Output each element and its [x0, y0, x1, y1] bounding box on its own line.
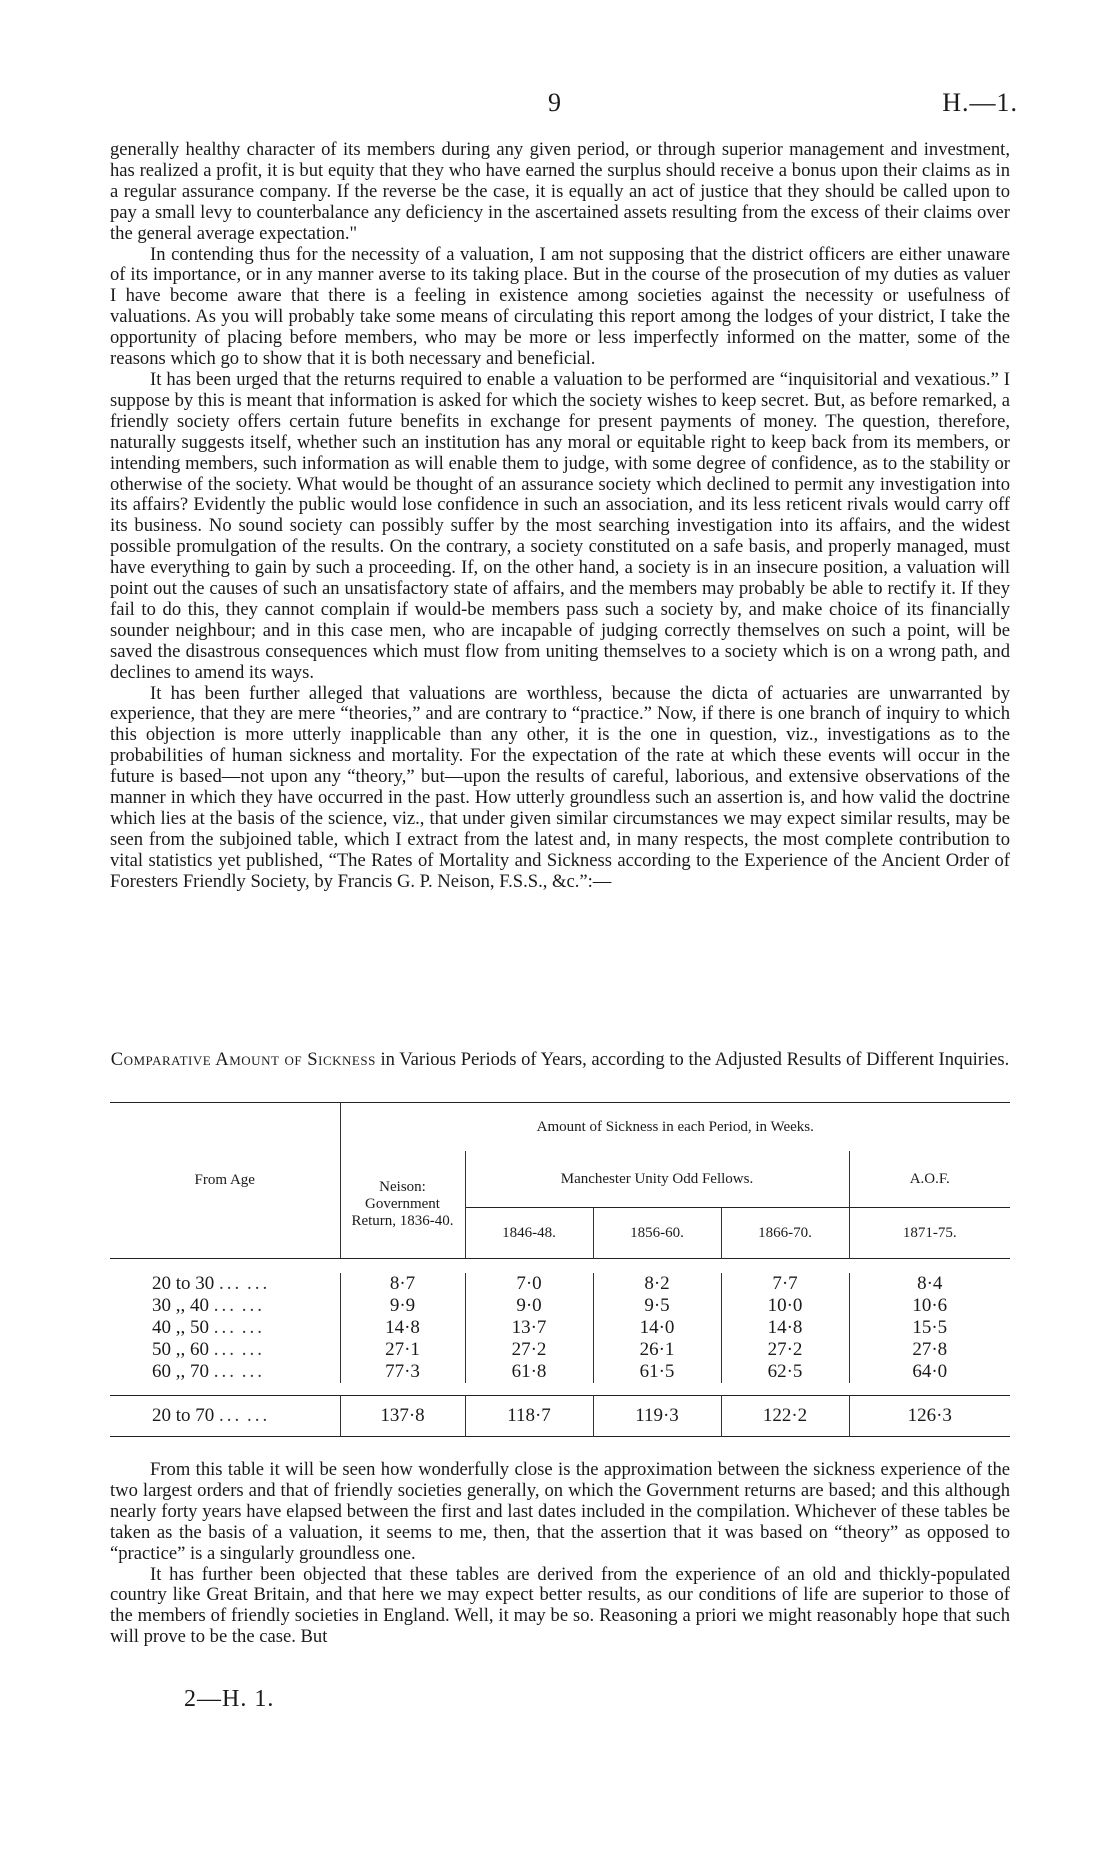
paragraph-continuation: generally healthy character of its members during any given period, or through superior management and investment, has realized a profit, it is but equity that they who have earned the surplus should receive a bonus upon their claims as in a regular assurance company. If the reverse be the case, it is equally an act of justice that they should be called upon to pay a small levy to counterbalance any deficiency in the ascertained assets resulting from the excess of their claims over the general average expectation." — [110, 139, 1010, 244]
amount-of-sickness-header: Amount of Sickness in each Period, in Weeks. — [340, 1103, 1010, 1152]
age-range-cell: 60 ,, 70 ... ... — [152, 1361, 265, 1382]
value-cell: 27·1 — [340, 1339, 465, 1361]
value-cell: 8·2 — [593, 1273, 721, 1295]
table-row — [110, 1339, 1010, 1361]
value-cell: 14·8 — [721, 1317, 849, 1339]
page-number: 9 — [548, 88, 561, 117]
table-caption-smallcaps: Comparative Amount of Sickness — [110, 1049, 376, 1070]
value-cell: 9·9 — [340, 1295, 465, 1317]
total-value-cell: 122·2 — [721, 1396, 849, 1437]
value-cell: 27·2 — [721, 1339, 849, 1361]
total-value-cell: 119·3 — [593, 1396, 721, 1437]
body-text-bottom — [110, 1460, 1010, 1648]
period-header-1856: 1856-60. — [593, 1208, 721, 1259]
value-cell: 64·0 — [849, 1361, 1010, 1383]
value-cell: 62·5 — [721, 1361, 849, 1383]
value-cell: 7·0 — [465, 1273, 593, 1295]
value-cell: 61·5 — [593, 1361, 721, 1383]
table-row — [110, 1273, 1010, 1295]
period-header-1846: 1846-48. — [465, 1208, 593, 1259]
value-cell: 9·0 — [465, 1295, 593, 1317]
age-range-cell: 30 ,, 40 ... ... — [152, 1295, 265, 1316]
value-cell: 27·8 — [849, 1339, 1010, 1361]
period-header-1871: 1871-75. — [849, 1208, 1010, 1259]
value-cell: 10·6 — [849, 1295, 1010, 1317]
value-cell: 8·4 — [849, 1273, 1010, 1295]
total-value-cell: 118·7 — [465, 1396, 593, 1437]
value-cell: 14·0 — [593, 1317, 721, 1339]
value-cell: 77·3 — [340, 1361, 465, 1383]
table-caption — [110, 1049, 1010, 1070]
value-cell: 9·5 — [593, 1295, 721, 1317]
value-cell: 10·0 — [721, 1295, 849, 1317]
sickness-comparison-table — [110, 1102, 1010, 1437]
total-value-cell: 137·8 — [340, 1396, 465, 1437]
value-cell: 8·7 — [340, 1273, 465, 1295]
age-range-cell: 50 ,, 60 ... ... — [152, 1339, 265, 1360]
age-range-cell: 40 ,, 50 ... ... — [152, 1317, 265, 1338]
paragraph-theories-objection: It has been further alleged that valuations are worthless, because the dicta of actuaries are unwarranted by experience, that they are mere “theories,” and are contrary to “practice.” Now, if there is one branch of inquiry to which this objection is more utterly inapplicable than any other, it is the one in question, viz., investigations as to the probabilities of human sickness and mortality. For the expectation of the rate at which these events will occur in the future is based—not upon any “theory,” but—upon the results of careful, laborious, and extensive observations of the manner in which they have occurred in the past. How utterly groundless such an assertion is, and how valid the doctrine which lies at the basis of the science, viz., that under given similar circumstances we may expect similar results, may be seen from the subjoined table, which I extract from the latest and, in many respects, the most complete contribution to vital statistics yet published, “The Rates of Mortality and Sickness according to the Experience of the Ancient Order of Foresters Friendly Society, by Francis G. P. Neison, F.S.S., &c.”:— — [110, 682, 1010, 892]
paragraph-great-britain-objection: It has further been objected that these tables are derived from the experience of an old and thickly-populated country like Great Britain, and that here we may expect better results, as our conditions of life are superior to those of the members of friendly societies in England. Well, it may be so. Reasoning a priori we might reasonably hope that such will prove to be the case. But — [110, 1563, 1010, 1648]
table-row — [110, 1317, 1010, 1339]
table-total-row — [110, 1396, 1010, 1437]
value-cell: 26·1 — [593, 1339, 721, 1361]
value-cell: 13·7 — [465, 1317, 593, 1339]
age-range-cell: 20 to 30 ... ... — [152, 1273, 271, 1294]
neison-header: Neison: Government Return, 1836-40. — [340, 1151, 465, 1259]
paragraph-valuation-necessity: In contending thus for the necessity of a valuation, I am not supposing that the district officers are either unaware of its importance, or in any manner averse to its taking place. But in the course of the prosecution of my duties as valuer I have become aware that there is a feeling in existence among societies against the necessity or usefulness of valuations. As you will probably take some means of circulating this report among the lodges of your district, I take the opportunity of placing before members, who may be more or less imperfectly informed on the matter, some of the reasons which go to show that it is both necessary and beneficial. — [110, 243, 1010, 370]
paragraph-inquisitorial-objection: It has been urged that the returns required to enable a valuation to be performed are “inquisitorial and vexatious.” I suppose by this is meant that information is asked for which the society wishes to keep secret. But, as before remarked, a friendly society offers certain future benefits in exchange for present payments of money. The question, therefore, naturally suggests itself, whether such an institution has any moral or equitable right to keep back from its members, or intending members, such information as will enable them to judge, with some degree of confidence, as to the stability or otherwise of the society. What would be thought of an assurance society which declined to permit any investigation into its affairs? Evidently the public would lose confidence in such an association, and its less reticent rivals would carry off its business. No sound society can possibly suffer by the most searching investigation into its affairs, and the widest possible promulgation of the results. On the contrary, a society constituted on a safe basis, and properly managed, must have everything to gain by such a proceeding. If, on the other hand, a society is in an insecure position, a valuation will point out the causes of such an unsatisfactory state of affairs, and the members may probably be able to rectify it. If they fail to do this, they cannot complain if would-be members pass such a society by, and make choice of its financially sounder neighbour; and in this case men, who are incapable of judging correctly themselves on such a point, will be saved the disastrous consequences which must flow from uniting themselves to a society which is on a wrong path, and declines to amend its ways. — [110, 368, 1010, 683]
table-row — [110, 1361, 1010, 1383]
signature-mark: 2—H. 1. — [184, 1686, 275, 1712]
from-age-header: From Age — [110, 1103, 340, 1259]
document-reference: H.—1. — [942, 88, 1018, 117]
paragraph-table-conclusion: From this table it will be seen how wonderfully close is the approximation between the sickness experience of the two largest orders and that of friendly societies generally, on which the Government returns are based; and this although nearly forty years have elapsed between the first and last dates included in the compilation. Whichever of these tables be taken as the basis of a valuation, it seems to me, then, that the assertion that it was based on “theory” as opposed to “practice” is a singularly groundless one. — [110, 1459, 1010, 1564]
value-cell: 61·8 — [465, 1361, 593, 1383]
period-header-1866: 1866-70. — [721, 1208, 849, 1259]
body-text-top — [110, 140, 1010, 893]
value-cell: 14·8 — [340, 1317, 465, 1339]
value-cell: 27·2 — [465, 1339, 593, 1361]
age-range-total-cell: 20 to 70 ... ... — [152, 1405, 271, 1426]
manchester-unity-header: Manchester Unity Odd Fellows. — [465, 1151, 849, 1208]
table-caption-rest: in Various Periods of Years, according to the Adjusted Results of Different Inquiries. — [375, 1049, 1010, 1070]
value-cell: 15·5 — [849, 1317, 1010, 1339]
aof-header: A.O.F. — [849, 1151, 1010, 1208]
value-cell: 7·7 — [721, 1273, 849, 1295]
total-value-cell: 126·3 — [849, 1396, 1010, 1437]
table-row — [110, 1295, 1010, 1317]
